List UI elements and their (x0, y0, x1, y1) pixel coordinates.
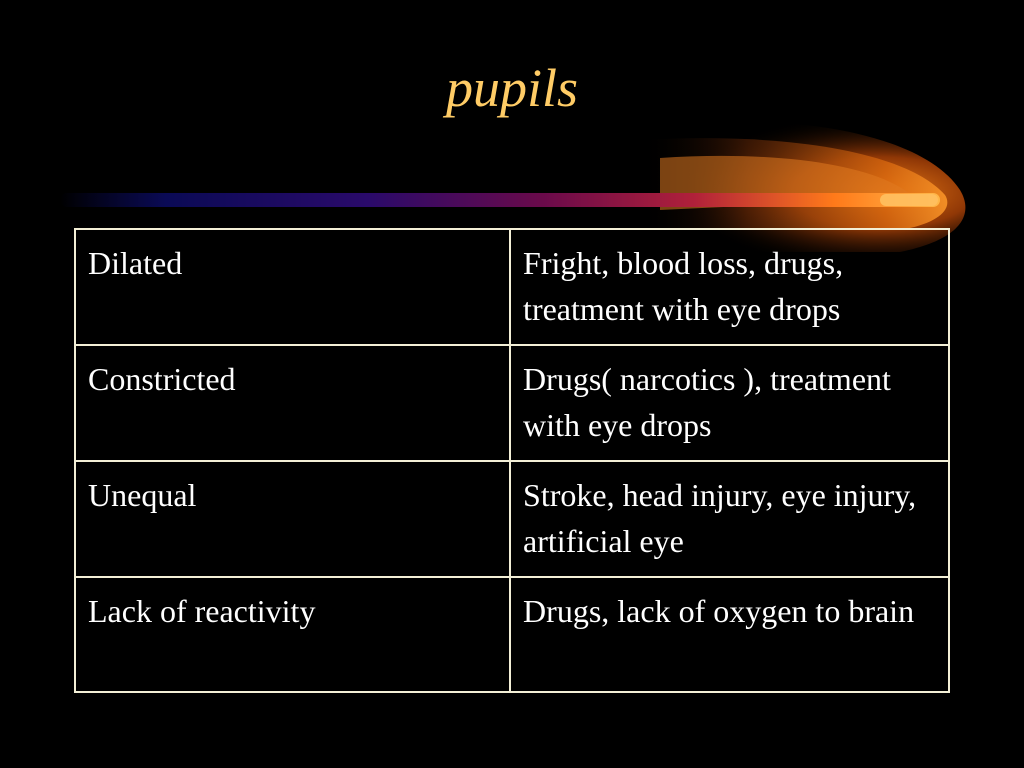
cause-cell: Stroke, head injury, eye injury, artificial eye (510, 461, 949, 577)
slide-title: pupils (445, 58, 579, 118)
condition-cell: Constricted (75, 345, 510, 461)
table-row (75, 461, 949, 577)
table-row (75, 345, 949, 461)
table-row (75, 577, 949, 692)
condition-cell: Unequal (75, 461, 510, 577)
condition-cell: Dilated (75, 229, 510, 345)
cause-cell: Drugs, lack of oxygen to brain (510, 577, 949, 692)
pupil-table (74, 228, 950, 693)
table-row (75, 229, 949, 345)
cause-cell: Fright, blood loss, drugs, treatment with eye drops (510, 229, 949, 345)
cause-cell: Drugs( narcotics ), treatment with eye drops (510, 345, 949, 461)
condition-cell: Lack of reactivity (75, 577, 510, 692)
